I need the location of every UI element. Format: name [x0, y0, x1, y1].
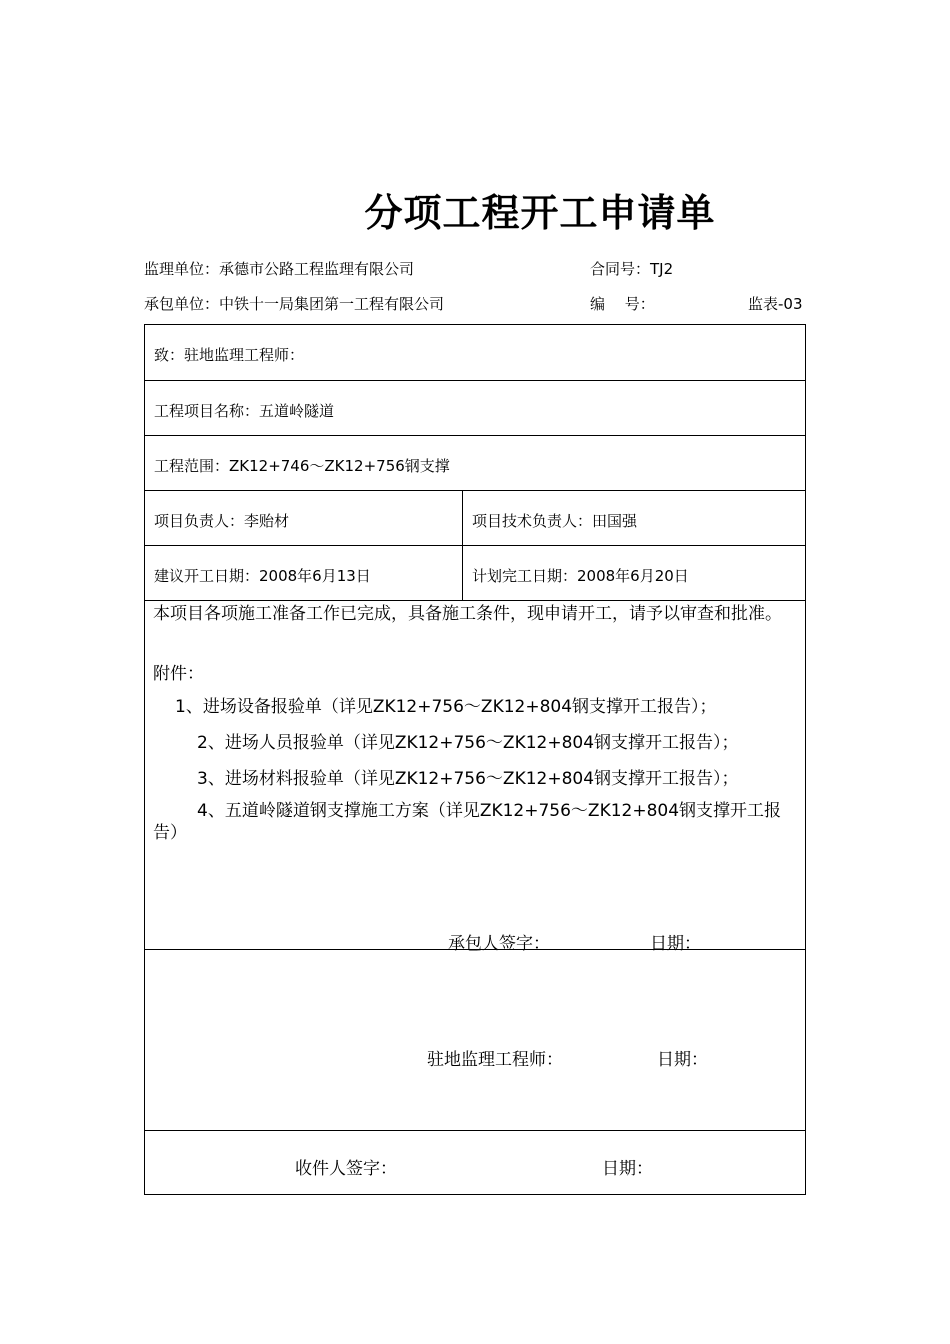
page-title: 分项工程开工申请单 [364, 190, 716, 235]
proposed-start-date: 建议开工日期：2008年6月13日 [154, 567, 371, 585]
row-divider [145, 545, 805, 546]
application-form-table [144, 324, 806, 1195]
attachment-item: 1、进场设备报验单（详见ZK12+756～ZK12+804钢支撑开工报告）； [175, 697, 717, 717]
technical-manager: 项目技术负责人：田国强 [472, 512, 638, 530]
supervisor-unit: 监理单位：承德市公路工程监理有限公司 [144, 260, 415, 278]
row-divider [145, 600, 805, 601]
receiver-signature-label: 收件人签字： [295, 1159, 397, 1179]
supervisor-date-label: 日期： [657, 1050, 708, 1070]
contractor-date-label: 日期： [650, 934, 701, 954]
contract-number: 合同号：TJ2 [590, 260, 674, 278]
contractor-unit: 承包单位：中铁十一局集团第一工程有限公司 [144, 295, 445, 313]
work-scope: 工程范围：ZK12+746～ZK12+756钢支撑 [154, 457, 450, 475]
form-code: 监表-03 [748, 295, 803, 313]
supervisor-signature-label: 驻地监理工程师： [427, 1050, 563, 1070]
serial-number-label: 编 号： [590, 295, 655, 313]
row-divider [145, 435, 805, 436]
attachments-label: 附件： [153, 664, 204, 684]
application-statement: 本项目各项施工准备工作已完成，具备施工条件，现申请开工，请予以审查和批准。 [153, 604, 782, 624]
receiver-date-label: 日期： [602, 1159, 653, 1179]
attachment-item: 3、进场材料报验单（详见ZK12+756～ZK12+804钢支撑开工报告）； [197, 769, 739, 789]
project-manager: 项目负责人：李贻材 [154, 512, 290, 530]
row-divider [145, 490, 805, 491]
row-divider [145, 1130, 805, 1131]
project-name: 工程项目名称：五道岭隧道 [154, 402, 335, 420]
addressee: 致：驻地监理工程师： [154, 346, 305, 364]
row-divider [145, 380, 805, 381]
contractor-signature-label: 承包人签字： [448, 934, 550, 954]
attachment-item: 4、五道岭隧道钢支撑施工方案（详见ZK12+756～ZK12+804钢支撑开工报告） [153, 801, 782, 843]
column-divider [462, 490, 463, 600]
attachment-item: 2、进场人员报验单（详见ZK12+756～ZK12+804钢支撑开工报告）； [197, 733, 739, 753]
planned-finish-date: 计划完工日期：2008年6月20日 [472, 567, 689, 585]
